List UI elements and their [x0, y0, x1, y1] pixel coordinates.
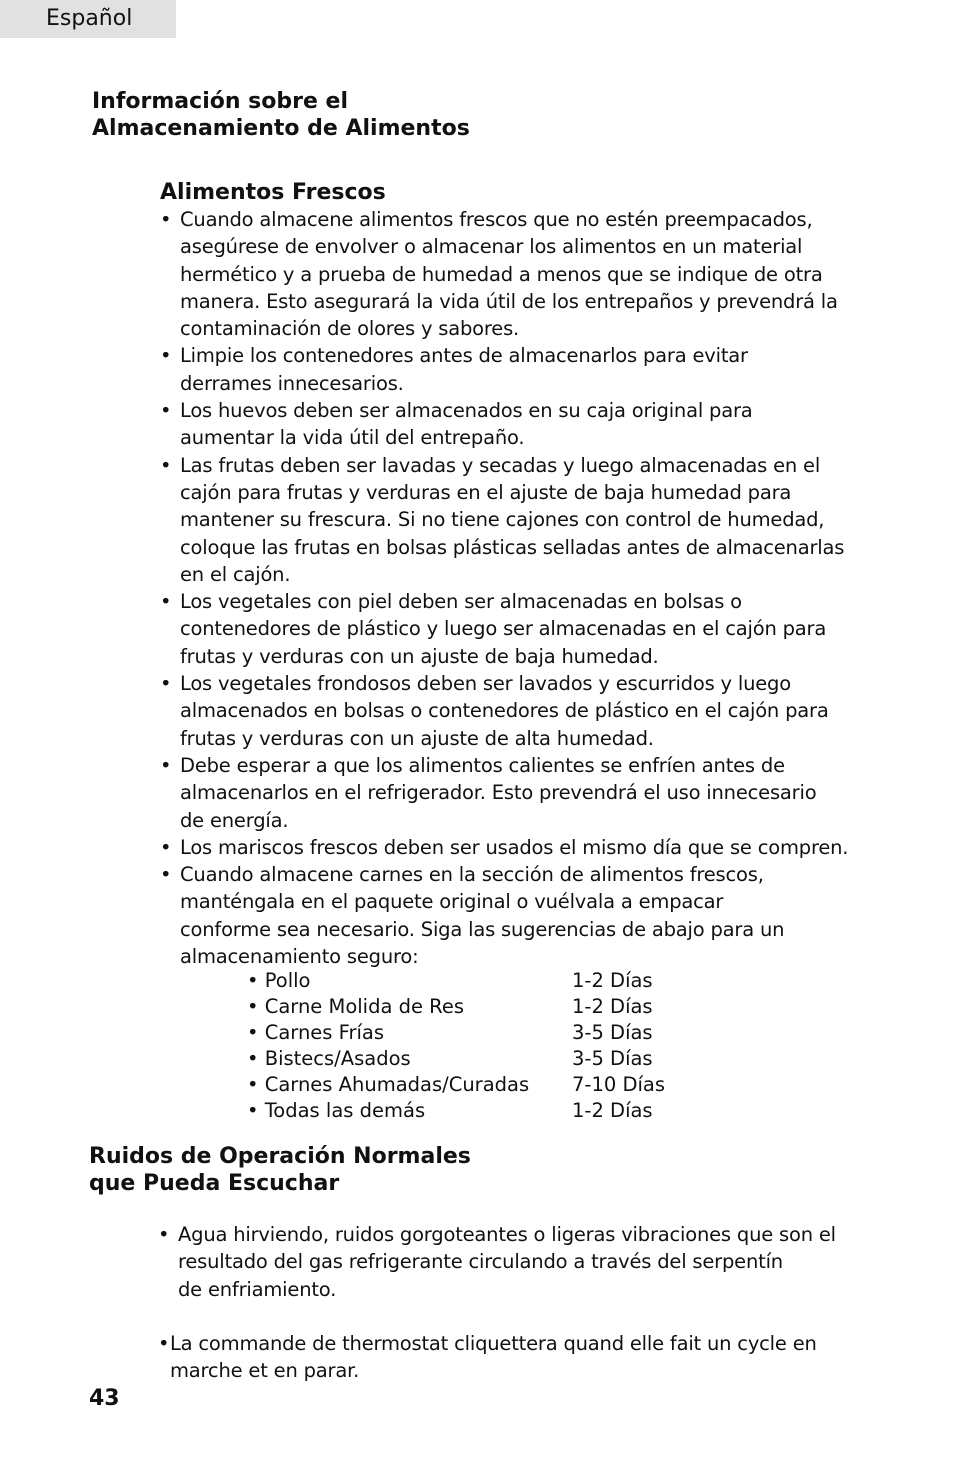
section-title-storage-info [92, 88, 470, 142]
storage-days: 3-5 Días [572, 1021, 653, 1044]
text-line: almacenados en bolsas o contenedores de plástico en el cajón para [180, 699, 829, 723]
text-line: hermético y a prueba de humedad a menos que se indique de otra [180, 262, 823, 286]
bullet: • [160, 208, 172, 231]
bullet: • [160, 453, 172, 477]
bullet: • [160, 399, 172, 423]
text-line: frutas y verduras con un ajuste de alta humedad. [180, 726, 654, 750]
storage-item: • Bistecs/Asados [247, 1047, 411, 1070]
list-item [158, 1221, 858, 1303]
list-item [160, 861, 850, 970]
text-line: Debe esperar a que los alimentos calientes se enfríen antes de [180, 753, 785, 777]
text-line: contaminación de olores y sabores. [180, 317, 520, 341]
list-item [160, 452, 850, 588]
storage-item: • Carnes Ahumadas/Curadas [247, 1073, 530, 1096]
text-line: mantener su frescura. Si no tiene cajones con control de humedad, [180, 508, 825, 532]
storage-days: 1-2 Días [572, 995, 653, 1018]
page-number: 43 [89, 1386, 120, 1411]
text-line: Las frutas deben ser lavadas y secadas y luego almacenadas en el [180, 453, 821, 477]
text-line: La commande de thermostat cliquettera quand elle fait un cycle en [170, 1332, 817, 1355]
bullet: • [158, 1332, 170, 1355]
text-line: frutas y verduras con un ajuste de baja humedad. [180, 644, 659, 668]
storage-item: • Carne Molida de Res [247, 995, 465, 1018]
storage-days: 1-2 Días [572, 1099, 653, 1122]
text-line: derrames innecesarios. [180, 371, 404, 395]
bullet: • [158, 1223, 170, 1246]
text-line: en el cajón. [180, 562, 291, 586]
storage-days: 7-10 Días [572, 1073, 665, 1096]
bullet: • [160, 753, 172, 777]
title-line: Almacenamiento de Alimentos [92, 116, 470, 141]
text-line: cajón para frutas y verduras en el ajuste de baja humedad para [180, 480, 792, 504]
text-line: marche et en parar. [170, 1359, 360, 1383]
text-line: coloque las frutas en bolsas plásticas selladas antes de almacenarlas [180, 535, 845, 559]
text-line: de enfriamiento. [178, 1277, 337, 1301]
text-line: manténgala en el paquete original o vuélvala a empacar [180, 890, 724, 914]
storage-days: 1-2 Días [572, 969, 653, 992]
title-line: que Pueda Escuchar [89, 1171, 340, 1196]
bullet: • [160, 344, 172, 368]
list-item [160, 342, 850, 397]
text-line: Los vegetales frondosos deben ser lavados y escurridos y luego [180, 672, 791, 696]
language-tab: Español [0, 0, 176, 38]
bullet: • [160, 590, 172, 614]
noise-list [158, 1221, 858, 1303]
list-item [160, 588, 850, 670]
storage-days: 3-5 Días [572, 1047, 653, 1070]
list-item [160, 397, 850, 452]
bullet: • [160, 863, 172, 887]
text-line: contenedores de plástico y luego ser almacenadas en el cajón para [180, 617, 827, 641]
text-line: Cuando almacene alimentos frescos que no estén preempacados, [180, 208, 813, 231]
text-line: Los vegetales con piel deben ser almacenadas en bolsas o [180, 590, 742, 614]
noise-list [158, 1330, 858, 1385]
text-line: de energía. [180, 808, 289, 832]
title-line: Información sobre el [92, 89, 349, 114]
list-item [160, 834, 850, 861]
title-line: Alimentos Frescos [160, 180, 386, 205]
storage-item: • Todas las demás [247, 1099, 426, 1122]
section-title-operating-noises [89, 1143, 471, 1197]
text-line: manera. Esto asegurará la vida útil de los entrepaños y prevendrá la [180, 289, 838, 313]
text-line: asegúrese de envolver o almacenar los alimentos en un material [180, 235, 803, 259]
text-line: almacenamiento seguro: [180, 945, 419, 969]
title-line: Ruidos de Operación Normales [89, 1144, 471, 1169]
text-line: Agua hirviendo, ruidos gorgoteantes o ligeras vibraciones que son el [178, 1223, 836, 1246]
storage-item: • Carnes Frías [247, 1021, 384, 1044]
text-line: Los mariscos frescos deben ser usados el mismo día que se compren. [180, 835, 849, 859]
storage-item: • Pollo [247, 969, 311, 992]
text-line: Los huevos deben ser almacenados en su caja original para [180, 399, 753, 423]
list-item [160, 752, 850, 834]
bullet: • [160, 672, 172, 696]
text-line: almacenarlos en el refrigerador. Esto prevendrá el uso innecesario [180, 781, 817, 805]
fresh-food-list [160, 206, 850, 970]
bullet: • [160, 835, 172, 859]
list-item [160, 206, 850, 342]
subsection-title-fresh-food [160, 179, 386, 206]
text-line: Cuando almacene carnes en la sección de alimentos frescos, [180, 863, 764, 887]
text-line: conforme sea necesario. Siga las sugerencias de abajo para un [180, 917, 785, 941]
list-item [158, 1330, 858, 1385]
list-item [160, 670, 850, 752]
text-line: resultado del gas refrigerante circulando a través del serpentín [178, 1250, 783, 1274]
text-line: Limpie los contenedores antes de almacenarlos para evitar [180, 344, 748, 368]
text-line: aumentar la vida útil del entrepaño. [180, 426, 525, 450]
